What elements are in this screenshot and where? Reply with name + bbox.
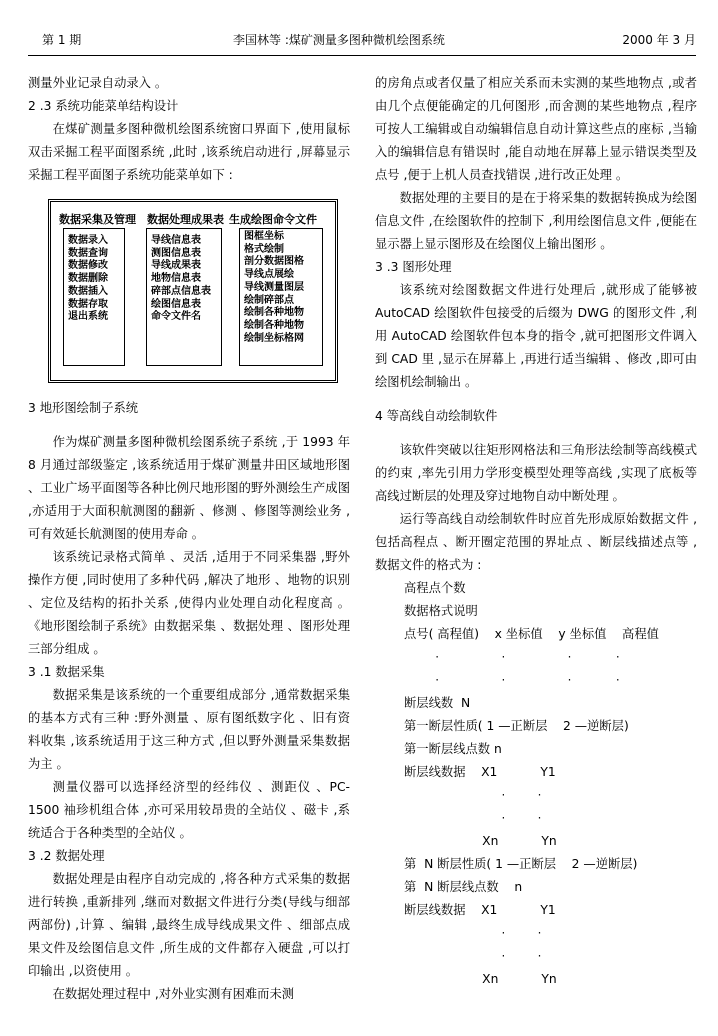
menu-item: 图框坐标 <box>244 231 284 242</box>
menu-item: 绘制坐标格网 <box>244 332 304 344</box>
menu-item: 测图信息表 <box>151 247 201 259</box>
menu-item: 数据存取 <box>68 298 108 310</box>
ellipsis-dots: · · · · <box>404 675 621 686</box>
menu-item: 导线成果表 <box>151 260 201 272</box>
menu-column-2 <box>146 228 222 366</box>
format-line: Xn Yn <box>404 972 557 986</box>
format-line: 数据格式说明 <box>404 604 478 618</box>
menu-item: 数据查询 <box>68 247 108 259</box>
menu-item: 数据删除 <box>68 273 108 285</box>
format-line: 断层线数 N <box>404 696 471 710</box>
paragraph: 数据处理是由程序自动完成的 ,将各种方式采集的数据进行转换 ,重新排列 ,继而对数据文件进行分类(导线与细部两部份) ,计算 、编辑 ,最终生成导线成果文件 、细部点成果文件及绘图信息文件 ,所生成的文件都存入硬盘 ,可以打印输出 ,以资使用 。 <box>28 872 350 978</box>
right-column <box>375 72 697 991</box>
menu-column-3 <box>239 228 323 366</box>
menu-item: 格式绘制 <box>244 243 284 255</box>
format-line: Xn Yn <box>404 834 557 848</box>
section-heading-3-2: 3 .2 数据处理 <box>28 849 105 863</box>
paragraph: 运行等高线自动绘制软件时应首先形成原始数据文件 ,包括高程点 、断开圈定范围的界址点 、断层线描述点等 ,数据文件的格式为 : <box>375 512 697 572</box>
section-heading-3: 3 地形图绘制子系统 <box>28 401 139 415</box>
section-heading-3-3: 3 .3 图形处理 <box>375 260 452 274</box>
menu-item: 绘制各种地物 <box>244 307 304 319</box>
page-header <box>28 31 696 51</box>
paragraph: 数据采集是该系统的一个重要组成部分 ,通常数据采集的基本方式有三种 :野外测量 、原有图纸数字化 、旧有资料收集 ,该系统适用于这三种方式 ,但以野外测量采集数据为主 。 <box>28 688 350 771</box>
menu-item: 数据录入 <box>68 235 108 246</box>
paragraph: 数据处理的主要目的是在于将采集的数据转换成为绘图信息文件 ,在绘图软件的控制下 ,利用绘图信息文件 ,便能在显示器上显示图形及在绘图仪上输出图形 。 <box>375 191 697 251</box>
format-line: 高程点个数 <box>404 581 466 595</box>
ellipsis-dots: · · <box>404 928 543 939</box>
issue-number: 第 1 期 <box>42 33 82 47</box>
menu-column-1 <box>63 228 125 366</box>
format-line: 点号( 高程值) x 坐标值 y 坐标值 高程值 <box>404 627 659 641</box>
header-rule <box>28 55 696 56</box>
paragraph: 作为煤矿测量多图种微机绘图系统子系统 ,于 1993 年 8 月通过部级鉴定 ,该系统适用于煤矿测量井田区域地形图 、工业广场平面图等各种比例尺地形图的野外测绘生产成图 ,亦适用于大面积航测图的翻新 、修测 、修图等测绘业务 ,可有效延长航测图的使用寿命 。 <box>28 435 350 541</box>
paragraph: 该系统对绘图数据文件进行处理后 ,就形成了能够被 AutoCAD 绘图软件包接受的后缀为 DWG 的图形文件 ,利用 AutoCAD 绘图软件包本身的指令 ,就可把图形文件调入到 CAD 里 ,显示在屏幕上 ,再进行适当编辑 、修改 ,即可由绘图机绘制输出 。 <box>375 283 697 389</box>
menu-item: 数据修改 <box>68 260 108 272</box>
menu-item: 命令文件名 <box>151 311 201 323</box>
menu-item: 退出系统 <box>68 311 108 323</box>
format-line: 第一断层线点数 n <box>404 742 502 756</box>
menu-structure-figure <box>48 199 338 383</box>
menu-item: 导线点展绘 <box>244 269 294 281</box>
section-heading-4: 4 等高线自动绘制软件 <box>375 409 498 423</box>
format-line: 第一断层性质( 1 —正断层 2 —逆断层) <box>404 719 629 733</box>
running-title: 李国林等 :煤矿测量多图种微机绘图系统 <box>233 33 445 47</box>
menu-item: 剖分数据图格 <box>244 256 304 268</box>
section-heading-3-1: 3 .1 数据采集 <box>28 665 105 679</box>
ellipsis-dots: · · <box>404 813 543 824</box>
paragraph: 测量仪器可以选择经济型的经纬仪 、测距仪 、PC-1500 袖珍机组合体 ,亦可采用较昂贵的全站仪 、磁卡 ,系统适合于各种类型的全站仪 。 <box>28 780 350 840</box>
ellipsis-dots: · · <box>404 951 543 962</box>
menu-item: 绘制各种地物 <box>244 319 304 331</box>
format-line: 第 N 断层线点数 n <box>404 880 523 894</box>
section-heading-2-3: 2 .3 系统功能菜单结构设计 <box>28 99 179 113</box>
paragraph: 该系统记录格式简单 、灵活 ,适用于不同采集器 ,野外操作方便 ,同时使用了多种代码 ,解决了地形 、地物的识别 、定位及结构的拓扑关系 ,使得内业处理自动化程度高 。《地形图绘制子系统》由数据采集 、数据处理 、图形处理三部分组成 。 <box>28 550 350 656</box>
ellipsis-dots: · · · · <box>404 652 621 663</box>
menu-item: 导线信息表 <box>151 235 201 246</box>
paragraph: 测量外业记录自动录入 。 <box>28 76 168 90</box>
menu-item: 碎部点信息表 <box>151 285 211 297</box>
format-line: 断层线数据 X1 Y1 <box>404 903 556 917</box>
menu-item: 地物信息表 <box>151 273 201 285</box>
ellipsis-dots: · · <box>404 790 543 801</box>
paragraph: 该软件突破以往矩形网格法和三角形法绘制等高线模式的约束 ,率先引用力学形变模型处理等高线 ,实现了底板等高线过断层的处理及穿过地物自动中断处理 。 <box>375 443 697 503</box>
issue-date: 2000 年 3 月 <box>622 33 696 47</box>
left-column <box>28 72 350 1006</box>
menu-item: 导线测量图层 <box>244 281 304 293</box>
menu-title-processing: 数据处理成果表 <box>147 213 224 226</box>
paragraph: 在数据处理过程中 ,对外业实测有困难而未测 <box>52 987 295 1001</box>
format-line: 断层线数据 X1 Y1 <box>404 765 556 779</box>
format-line: 第 N 断层性质( 1 —正断层 2 —逆断层) <box>404 857 638 871</box>
paragraph: 的房角点或者仅量了相应关系而未实测的某些地物点 ,或者由几个点便能确定的几何图形 ,而舍测的某些地物点 ,程序可按人工编辑或自动编辑信息自动计算这些点的座标 ,当输入的编辑信息有错误时 ,能自动地在屏幕上显示错误类型及点号 ,便于上机人员查找错误 ,进行改正处理 。 <box>375 76 697 182</box>
paragraph: 在煤矿测量多图种微机绘图系统窗口界面下 ,使用鼠标双击采掘工程平面图系统 ,此时 ,该系统启动进行 ,屏幕显示采掘工程平面图子系统功能菜单如下 : <box>28 122 350 182</box>
menu-item: 绘图信息表 <box>151 298 201 310</box>
menu-title-plot-commands: 生成绘图命令文件 <box>229 213 317 226</box>
menu-item: 绘制碎部点 <box>244 294 294 306</box>
menu-item: 数据插入 <box>68 285 108 297</box>
menu-title-data-collection: 数据采集及管理 <box>59 213 136 226</box>
